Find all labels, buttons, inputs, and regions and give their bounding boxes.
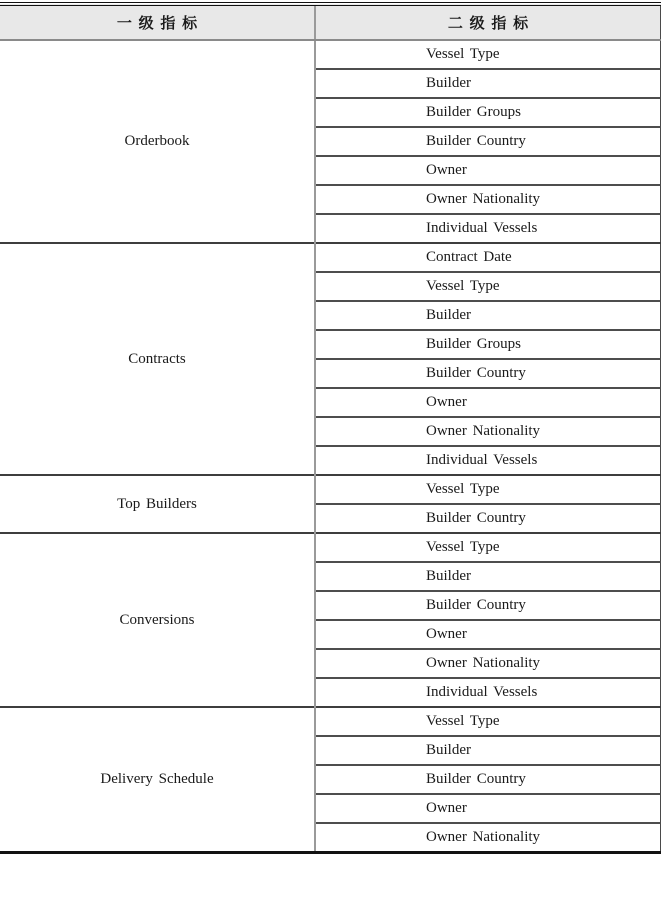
level2-cell: Builder Groups — [315, 98, 661, 127]
level2-cell: Vessel Type — [315, 272, 661, 301]
level2-cell: Owner — [315, 156, 661, 185]
table-row — [0, 707, 661, 736]
level2-cell: Builder Country — [315, 504, 661, 533]
level2-cell: Owner Nationality — [315, 649, 661, 678]
level1-cell: Orderbook — [0, 40, 315, 243]
level2-cell: Builder Country — [315, 127, 661, 156]
table-row — [0, 40, 661, 69]
level2-cell: Owner — [315, 794, 661, 823]
level1-cell: Conversions — [0, 533, 315, 707]
level2-cell: Owner Nationality — [315, 823, 661, 852]
level2-cell: Builder — [315, 562, 661, 591]
level2-cell: Contract Date — [315, 243, 661, 272]
table-row — [0, 475, 661, 504]
table-row — [0, 243, 661, 272]
header-row — [0, 4, 661, 40]
level2-cell: Vessel Type — [315, 475, 661, 504]
level2-cell: Builder Country — [315, 359, 661, 388]
column-header-level1: 一级指标 — [0, 4, 315, 40]
indicator-table — [0, 2, 661, 854]
level2-cell: Builder Groups — [315, 330, 661, 359]
level2-cell: Vessel Type — [315, 40, 661, 69]
level2-cell: Vessel Type — [315, 533, 661, 562]
level2-cell: Builder Country — [315, 591, 661, 620]
level2-cell: Builder Country — [315, 765, 661, 794]
level2-cell: Owner Nationality — [315, 185, 661, 214]
table-header — [0, 4, 661, 40]
level1-cell: Delivery Schedule — [0, 707, 315, 852]
level2-cell: Vessel Type — [315, 707, 661, 736]
level1-cell: Top Builders — [0, 475, 315, 533]
level2-cell: Builder — [315, 301, 661, 330]
level2-cell: Individual Vessels — [315, 678, 661, 707]
level2-cell: Owner — [315, 388, 661, 417]
level2-cell: Individual Vessels — [315, 214, 661, 243]
level2-cell: Owner — [315, 620, 661, 649]
level2-cell: Builder — [315, 736, 661, 765]
table-body — [0, 40, 661, 852]
level2-cell: Individual Vessels — [315, 446, 661, 475]
level1-cell: Contracts — [0, 243, 315, 475]
level2-cell: Owner Nationality — [315, 417, 661, 446]
level2-cell: Builder — [315, 69, 661, 98]
table-row — [0, 533, 661, 562]
column-header-level2: 二级指标 — [315, 4, 661, 40]
